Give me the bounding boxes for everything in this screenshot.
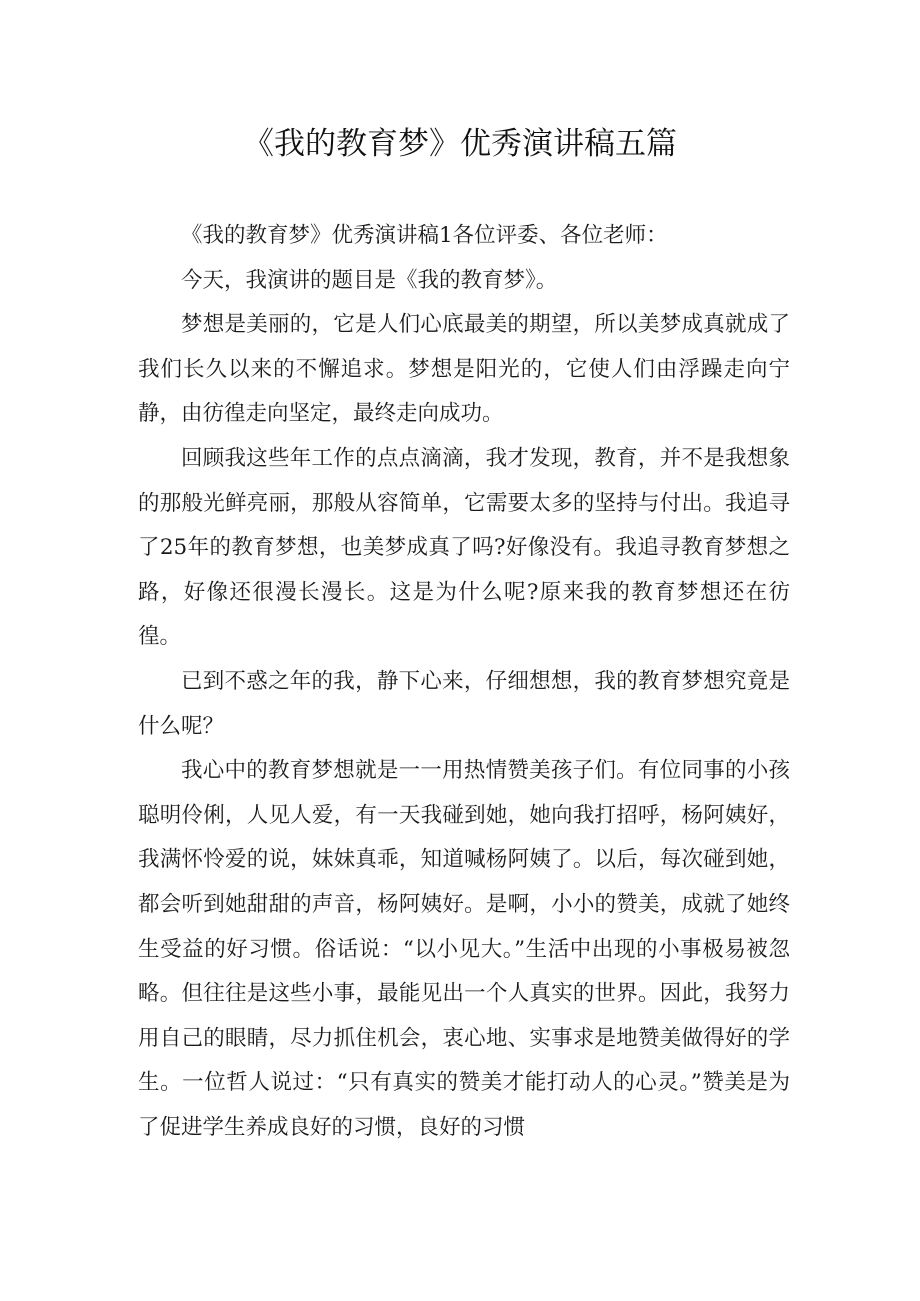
paragraph-question: 已到不惑之年的我，静下心来，仔细想想，我的教育梦想究竟是什么呢？ <box>138 668 790 739</box>
paragraph-praise: 我心中的教育梦想就是一一用热情赞美孩子们。有位同事的小孩聪明伶俐，人见人爱，有一天我碰到她，她向我打招呼，杨阿姨好，我满怀怜爱的说，妹妹真乖，知道喊杨阿姨了。以后，每次碰到她，都会听到她甜甜的声音，杨阿姨好。是啊，小小的赞美，成就了她终生受益的好习惯。俗话说：“以小见大。”生活中出现的小事极易被忽略。但往往是这些小事，最能见出一个人真实的世界。因此，我努力用自己的眼睛，尽力抓住机会，衷心地、实事求是地赞美做得好的学生。一位哲人说过：“只有真实的赞美才能打动人的心灵。”赞美是为了促进学生养成良好的习惯，良好的习惯 <box>138 758 790 1140</box>
paragraph-greeting: 《我的教育梦》优秀演讲稿1各位评委、各位老师： <box>181 223 668 248</box>
paragraph-dream: 梦想是美丽的，它是人们心底最美的期望，所以美梦成真就成了我们长久以来的不懈追求。梦想是阳光的，它使人们由浮躁走向宁静，由彷徨走向坚定，最终走向成功。 <box>138 312 790 427</box>
document-title: 《我的教育梦》优秀演讲稿五篇 <box>243 126 677 162</box>
paragraph-topic: 今天，我演讲的题目是《我的教育梦》。 <box>181 267 558 293</box>
document-body <box>138 214 790 1150</box>
paragraph-review: 回顾我这些年工作的点点滴滴，我才发现，教育，并不是我想象的那般光鲜亮丽，那般从容简单，它需要太多的坚持与付出。我追寻了25年的教育梦想，也美梦成真了吗?好像没有。我追寻教育梦想之路，好像还很漫长漫长。这是为什么呢?原来我的教育梦想还在彷徨。 <box>138 445 790 650</box>
